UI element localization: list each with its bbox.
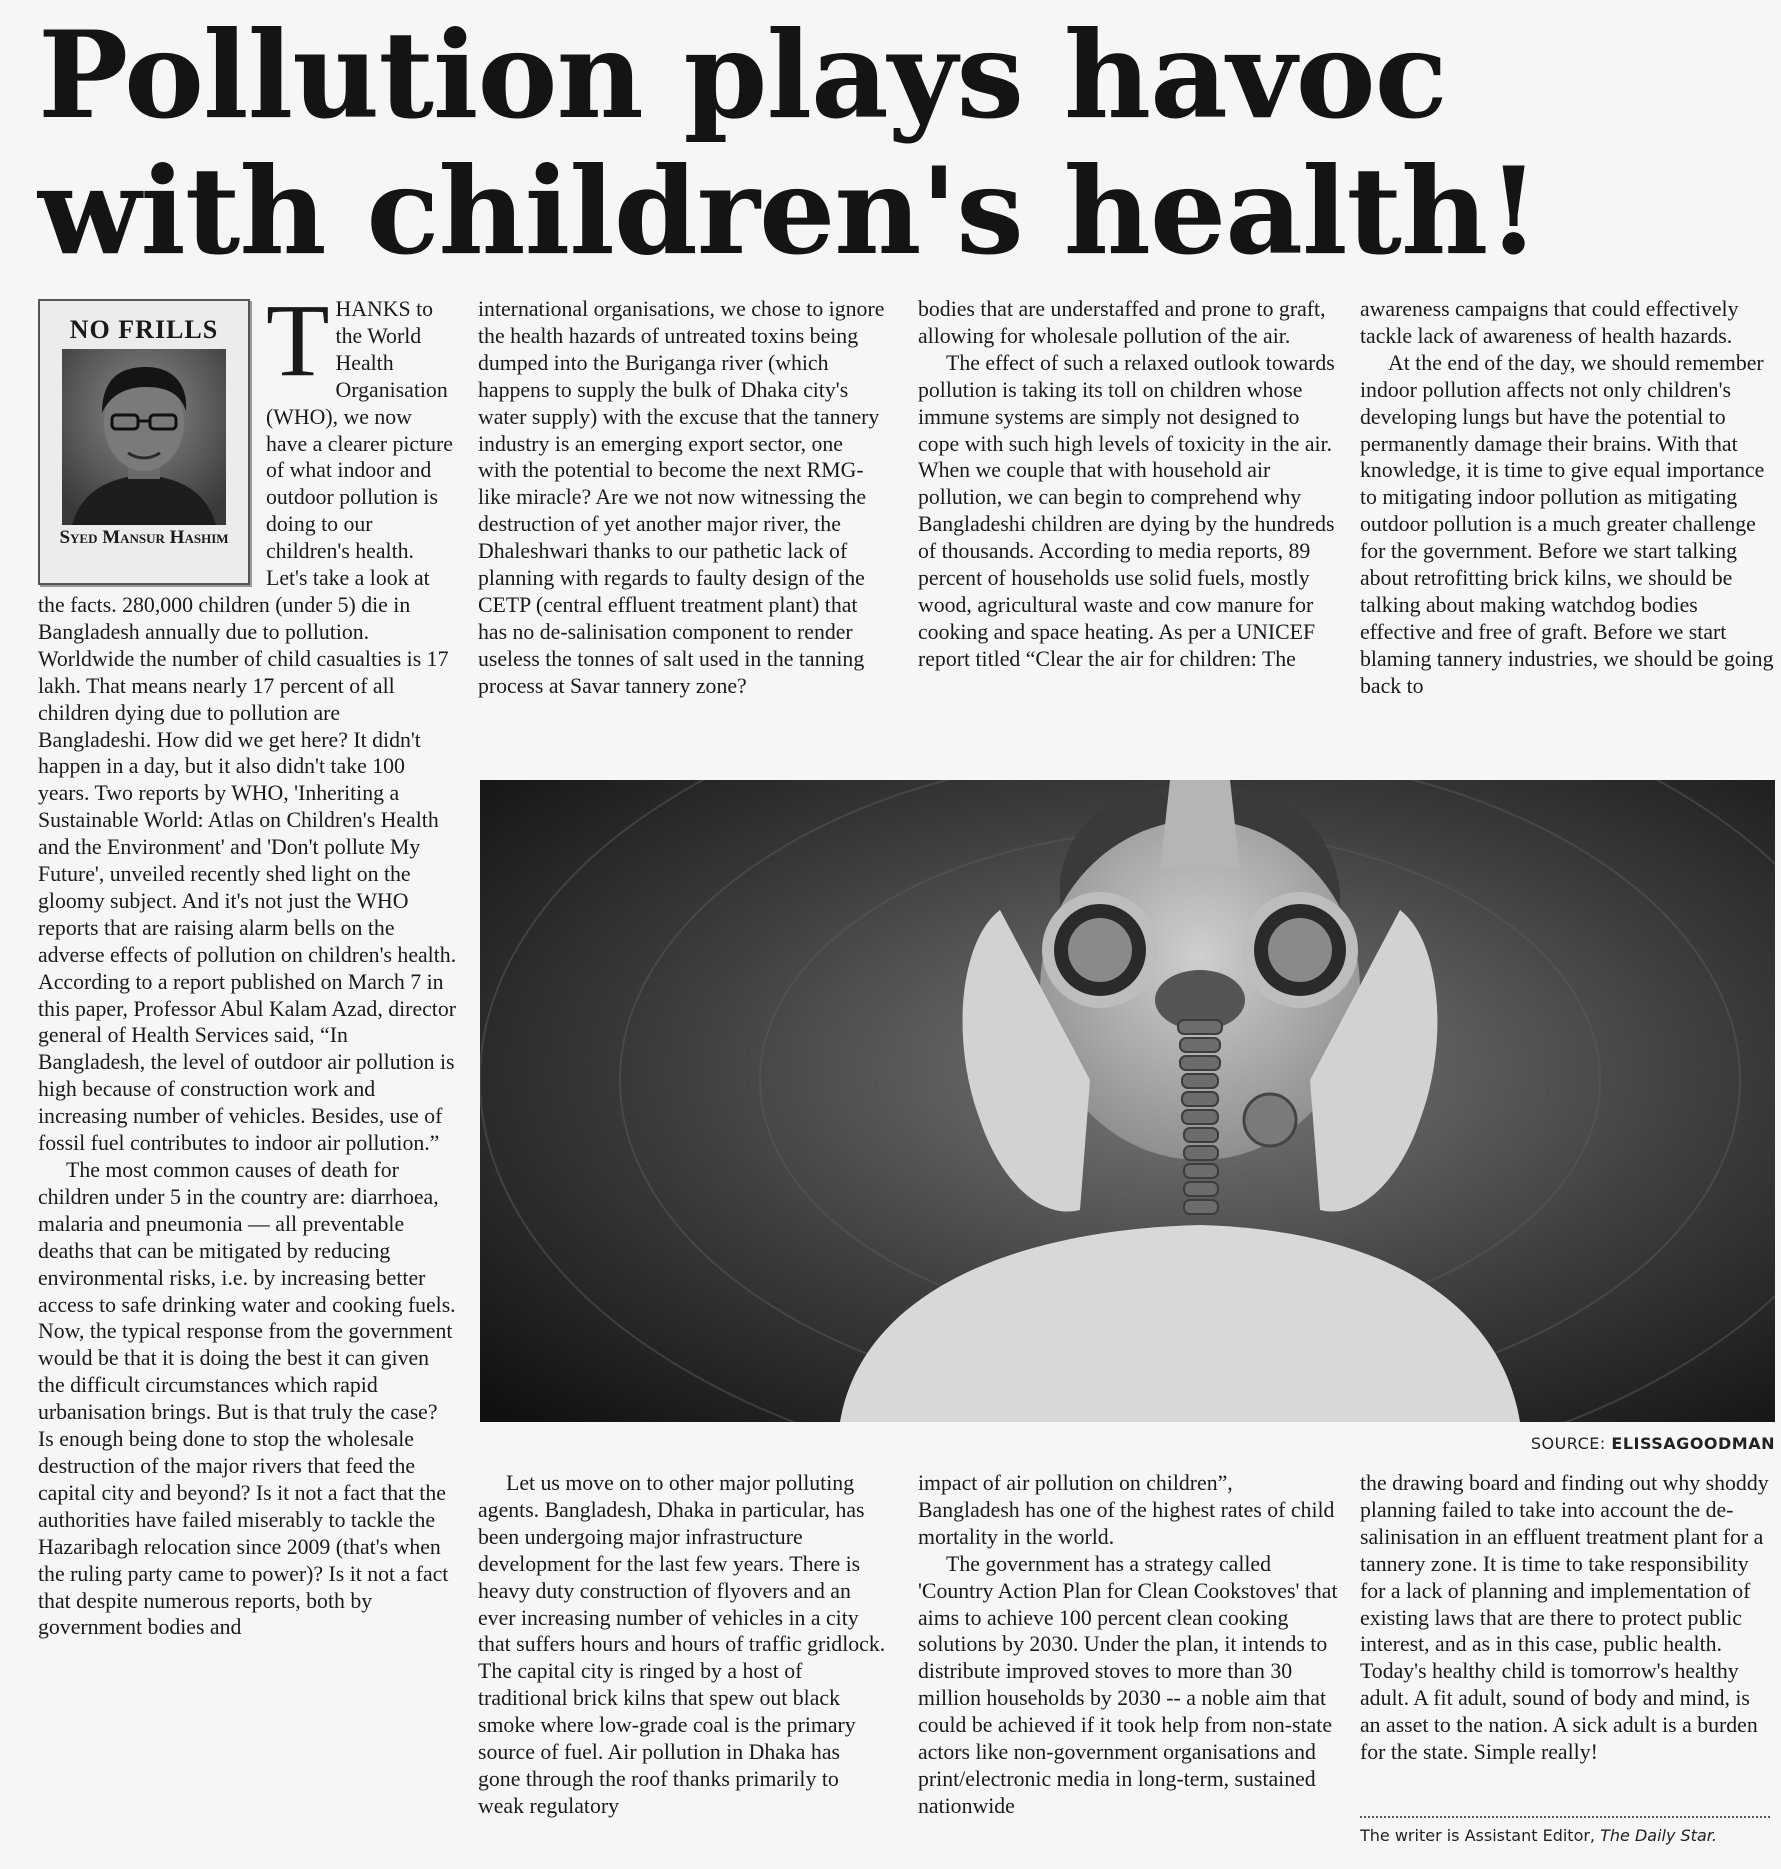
paragraph: Let us move on to other major polluting agents. Bangladesh, Dhaka in particular, has been undergoing major infrastructure development for the last few years. There is heavy duty construction of flyovers and an ever increasing number of vehicles in a city that suffers hours and hours of traffic gridlock. The capital city is ringed by a host of traditional brick kilns that spew out black smoke where low-grade coal is the primary source of fuel. Air pollution in Dhaka has gone through the roof thanks primarily to weak regulatory <box>478 1471 886 1818</box>
paragraph: At the end of the day, we should remember indoor pollution affects not only children's developing lungs but have the potential to permanently damage their brains. With that knowledge, it is time to give equal importance to mitigating indoor pollution as mitigating outdoor pollution is a much greater challenge for the government. Before we start talking about retrofitting brick kilns, we should be talking about making watchdog bodies effective and free of graft. Before we start blaming tannery industries, we should be going back to <box>1360 350 1774 698</box>
column-2-top <box>478 296 886 700</box>
paragraph: The effect of such a relaxed outlook towards pollution is taking its toll on children whose immune systems are simply not designed to cope with such high levels of toxicity in the air. When we couple that with household air pollution, we can begin to comprehend why Bangladeshi children are dying by the hundreds of thousands. According to media reports, 89 percent of households use solid fuels, mostly wood, agricultural waste and cow manure for cooking and space heating. As per a UNICEF report titled “Clear the air for children: The <box>918 350 1335 671</box>
paragraph: The most common causes of death for children under 5 in the country are: diarrhoea, malaria and pneumonia — all preventable deaths that can be mitigated by reducing environmental risks, i.e. by increasing better access to safe drinking water and cooking fuels. Now, the typical response from the government would be that it is doing the best it can given the difficult circumstances which rapid urbanisation brings. But is that truly the case? Is enough being done to stop the wholesale destruction of the major rivers that feed the capital city and beyond? Is it not a fact that the authorities have failed miserably to tackle the Hazaribagh relocation since 2009 (that's when the ruling party came to power)? Is it not a fact that despite numerous reports, both by government bodies and <box>38 1158 456 1640</box>
box-spacer <box>38 296 266 588</box>
paragraph: the drawing board and finding out why shoddy planning failed to take into account the de-salinisation in an effluent treatment plant for a tannery zone. It is time to take responsibility for a lack of planning and implementation of existing laws that are there to protect public interest, and as in this case, public health. Today's healthy child is tomorrow's healthy adult. A fit adult, sound of body and mind, is an asset to the nation. A sick adult is a burden for the state. Simple really! <box>1360 1471 1769 1765</box>
paragraph: international organisations, we chose to ignore the health hazards of untreated toxins being dumped into the Buriganga river (which happens to supply the bulk of Dhaka city's water supply) with the excuse that the tannery industry is an emerging export sector, one with the potential to become the next RMG-like miracle? Are we not now witnessing the destruction of yet another major river, the Dhaleshwari thanks to our pathetic lack of planning with regards to faulty design of the CETP (central effluent treatment plant) that has no de-salinisation component to render useless the tonnes of salt used in the tanning process at Savar tannery zone? <box>478 297 885 698</box>
photo-credit <box>1531 1434 1775 1453</box>
column-3-bottom <box>918 1470 1338 1820</box>
paragraph <box>0 283 458 1157</box>
column-2-bottom <box>478 1470 886 1820</box>
author-name: Syed Mansur Hashim <box>59 527 229 548</box>
column-3-top <box>918 296 1338 673</box>
writer-note-text: The writer is Assistant Editor, <box>1360 1826 1596 1845</box>
publication-name: The Daily Star. <box>1600 1826 1717 1845</box>
headline: Pollution plays havoc with children's health! <box>38 5 1539 282</box>
child-gas-mask-image <box>480 780 1775 1422</box>
photo-credit-label: SOURCE: <box>1530 1434 1606 1453</box>
photo-credit-name: ELISSAGOODMAN <box>1611 1434 1775 1453</box>
column-4-bottom <box>1360 1470 1775 1766</box>
paragraph: impact of air pollution on children”, Bangladesh has one of the highest rates of child mortality in the world. <box>918 1471 1335 1549</box>
writer-note <box>1360 1826 1717 1845</box>
paragraph-text: HANKS to the World Health Organisation (WHO), we now have a clearer picture of what indoor and outdoor pollution is doing to our children's health. Let's take a look at the facts. 280,000 children (under 5) die in Bangladesh annually due to pollution. Worldwide the number of child casualties is 17 lakh. That means nearly 17 percent of all children dying due to pollution are Bangladeshi. How did we get here? It didn't happen in a day, but it also didn't take 100 years. Two reports by WHO, 'Inheriting a Sustainable World: Atlas on Children's Health and the Environment' and 'Don't pollute My Future', unveiled recently shed light on the gloomy subject. And it's not just the WHO reports that are raising alarm bells on the adverse effects of pollution on children's health. According to a report published on March 7 in this paper, Professor Abul Kalam Azad, director general of Health Services said, “In Bangladesh, the level of outdoor air pollution is high because of construction work and increasing number of vehicles. Besides, use of fossil fuel contributes to indoor air pollution.” <box>38 297 457 1156</box>
footer-divider <box>1360 1816 1770 1818</box>
paragraph: awareness campaigns that could effectively tackle lack of awareness of health hazards. <box>1360 297 1739 348</box>
column-1 <box>38 283 458 1641</box>
drop-cap: T <box>266 283 330 398</box>
column-4-top <box>1360 296 1775 700</box>
column-box-title: NO FRILLS <box>69 315 219 344</box>
paragraph: The government has a strategy called 'Country Action Plan for Clean Cookstoves' that aims to achieve 100 percent clean cooking solutions by 2030. Under the plan, it intends to distribute improved stoves to more than 30 million households by 2030 -- a noble aim that could be achieved if it took help from non-state actors like non-government organisations and print/electronic media in long-term, sustained nationwide <box>918 1551 1338 1818</box>
paragraph: bodies that are understaffed and prone to graft, allowing for wholesale pollution of the air. <box>918 297 1326 348</box>
article-photo <box>480 780 1775 1422</box>
